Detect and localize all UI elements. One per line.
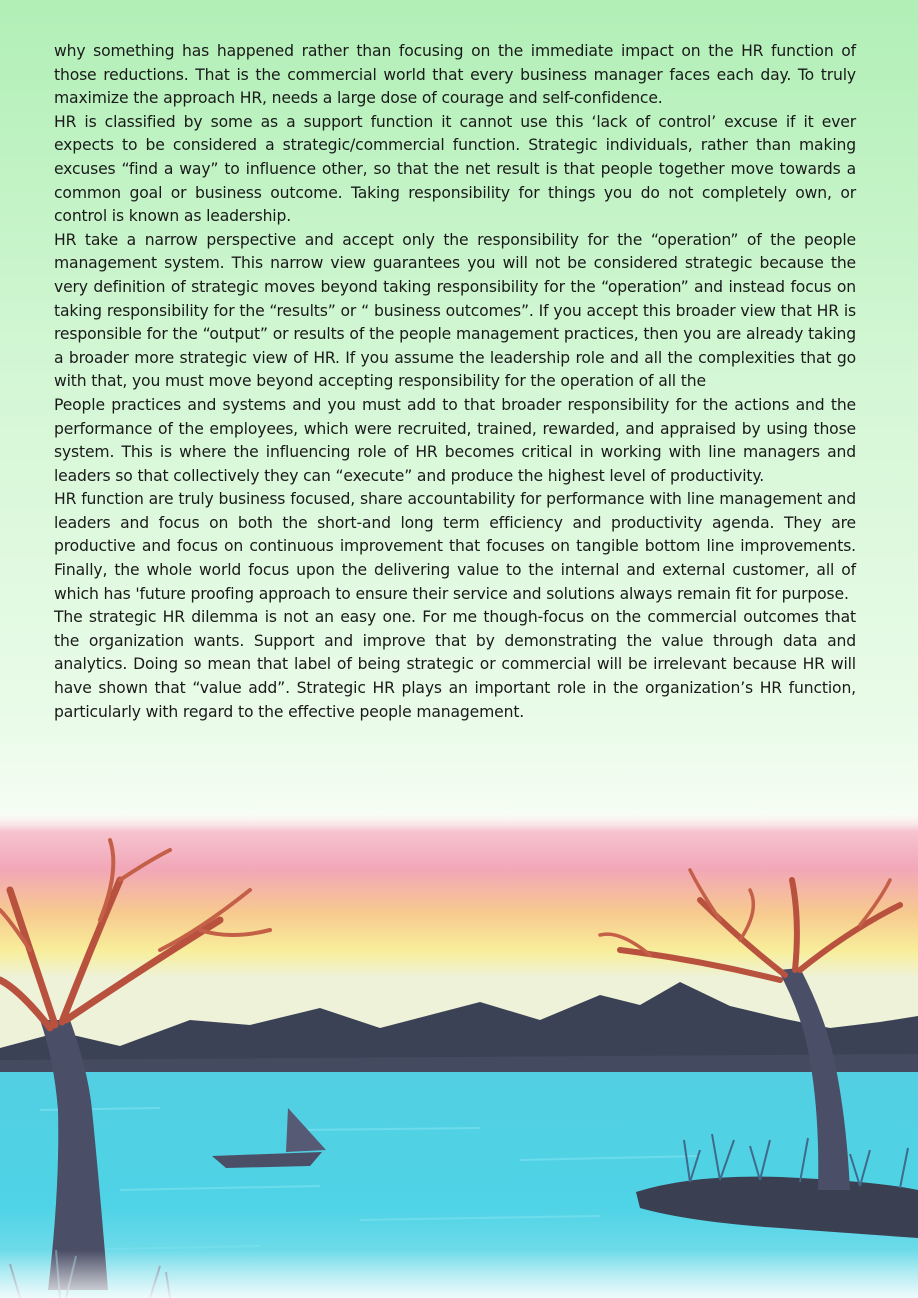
article-body (54, 40, 856, 724)
paragraph-2: HR is classified by some as a support function it cannot use this ‘lack of control’ excuse if it ever expects to be considered a strategic/commercial function. Strategic individuals, rather than making excuses “find a way” to influence other, so that the net result is that people together move towards a common goal or business outcome. Taking responsibility for things you do not completely own, or control is known as leadership. (54, 112, 856, 226)
paragraph-5: HR function are truly business focused, share accountability for performance with line management and leaders and focus on both the short-and long term efficiency and productivity agenda. They are productive and focus on continuous improvement that focuses on tangible bottom line improvements. Finally, the whole world focus upon the delivering value to the internal and external customer, all of which has 'future proofing approach to ensure their service and solutions always remain fit for purpose. (54, 490, 856, 603)
paragraph-3: HR take a narrow perspective and accept only the responsibility for the “operation” of the people management system. This narrow view guarantees you will not be considered strategic because the very definition of strategic moves beyond taking responsibility for the “operation” and instead focus on taking responsibility for the “results” or “ business outcomes”. If you accept this broader view that HR is responsible for the “output” or results of the people management practices, then you are already taking a broader more strategic view of HR. If you assume the leadership role and all the complexities that go with that, you must move beyond accepting responsibility for the operation of all the (54, 230, 856, 391)
paragraph-6: The strategic HR dilemma is not an easy one. For me though-focus on the commercial outcomes that the organization wants. Support and improve that by demonstrating the value through data and analytics. Doing so mean that label of being strategic or commercial will be irrelevant because HR will have shown that “value add”. Strategic HR plays an important role in the organization’s HR function, particularly with regard to the effective people management. (54, 608, 856, 721)
lake-sunset-illustration (0, 810, 918, 1298)
paragraph-4: People practices and systems and you must add to that broader responsibility for the actions and the performance of the employees, which were recruited, trained, rewarded, and appraised by using those system. This is where the influencing role of HR becomes critical in working with line managers and leaders so that collectively they can “execute” and produce the highest level of productivity. (54, 395, 856, 485)
paragraph-1: why something has happened rather than focusing on the immediate impact on the HR function of those reductions. That is the commercial world that every business manager faces each day. To truly maximize the approach HR, needs a large dose of courage and self-confidence. (54, 42, 856, 108)
